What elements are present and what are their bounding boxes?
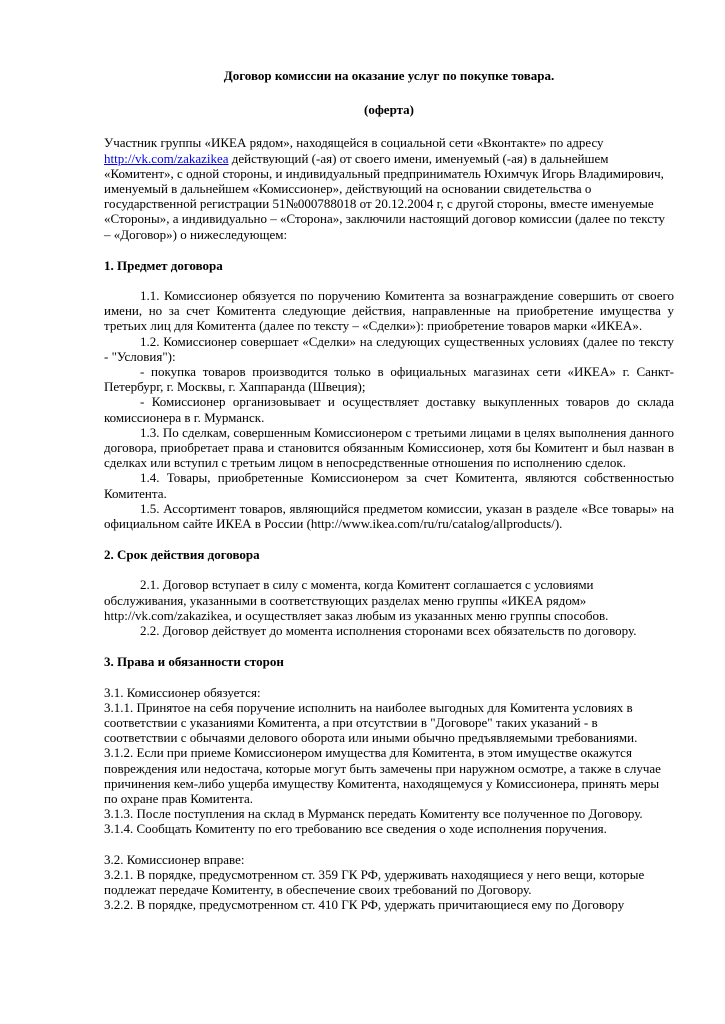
- clause-1-1: 1.1. Комиссионер обязуется по поручению Комитента за вознаграждение совершить от своего имени, но за счет Комитента следующие действия, направленные на приобретение имущества у третьих лиц для Комитента (далее по тексту – «Сделки»): приобретение товаров марки «ИКЕА».: [104, 288, 674, 334]
- intro-paragraph: [104, 135, 674, 241]
- clause-1-5: 1.5. Ассортимент товаров, являющийся предметом комиссии, указан в разделе «Все товары» на официальном сайте ИКЕА в России (http://www.ikea.com/ru/ru/catalog/allproducts/).: [104, 500, 674, 532]
- clause-1-2-item-b: - Комиссионер организовывает и осуществляет доставку выкупленных товаров до склада комиссионера в г. Мурманск.: [104, 394, 674, 425]
- section-2-heading: 2. Срок действия договора: [104, 547, 260, 563]
- paragraph-gap: [104, 837, 674, 852]
- vk-group-link[interactable]: http://vk.com/zakazikea: [104, 150, 229, 166]
- clause-3-1-4: 3.1.4. Сообщать Комитенту по его требованию все сведения о ходе исполнения поручения.: [104, 821, 607, 837]
- clause-1-3: 1.3. По сделкам, совершенным Комиссионером с третьими лицами в целях выполнения данного договора, приобретает права и становится обязанным Комиссионер, хотя бы Комитент и был назван в сделках или вступил с третьим лицом в непосредственные отношения по исполнению сделок.: [104, 424, 674, 471]
- clause-1-2: 1.2. Комиссионер совершает «Сделки» на следующих существенных условиях (далее по тексту - "Условия"):: [104, 333, 674, 364]
- clause-3-1: 3.1. Комиссионер обязуется:: [104, 684, 261, 700]
- intro-text-before: Участник группы «ИКЕА рядом», находящейся в социальной сети «Вконтакте» по адресу: [104, 135, 604, 151]
- clause-3-2-1: 3.2.1. В порядке, предусмотренном ст. 359 ГК РФ, удерживать находящиеся у него вещи, которые подлежат передаче Комитенту, в обеспечение своих требований по Договору.: [104, 866, 645, 897]
- clause-3-1-2: 3.1.2. Если при приеме Комиссионером имущества для Комитента, в этом имуществе окажутся повреждения или недостача, которые могут быть замечены при наружном осмотре, а также в случае причинения кем-либо ущерба имуществу Комитента, находящемуся у Комиссионера, принять меры по охране прав Комитента.: [104, 745, 661, 806]
- document-title: Договор комиссии на оказание услуг по покупке товара.: [223, 68, 555, 83]
- document-page: [104, 68, 674, 912]
- clause-1-2-item-a: - покупка товаров производится только в официальных магазинах сети «ИКЕА» г. Санкт-Петербург, г. Москвы, г. Хаппаранда (Швеция);: [104, 364, 674, 395]
- clause-2-1: 2.1. Договор вступает в силу с момента, когда Комитент соглашается с условиями обслуживания, указанными в соответствующих разделах меню группы «ИКЕА рядом» http://vk.com/zakazikea, и осуществляет заказ любым из указанных меню группы способов.: [104, 577, 609, 623]
- section-1-heading: 1. Предмет договора: [104, 257, 223, 273]
- clause-3-2-2: 3.2.2. В порядке, предусмотренном ст. 410 ГК РФ, удержать причитающиеся ему по Договору: [104, 897, 625, 913]
- clause-3-1-1: 3.1.1. Принятое на себя поручение исполнить на наиболее выгодных для Комитента условиях в соответствии с указаниями Комитента, а при отсутствии в "Договоре" таких указаний - в соответствии с обычаями делового оборота или иными обычно предъявляемыми требованиями.: [104, 699, 638, 746]
- clause-2-2: 2.2. Договор действует до момента исполнения сторонами всех обязательств по договору.: [140, 623, 637, 639]
- section-3-heading: 3. Права и обязанности сторон: [104, 654, 284, 670]
- clause-3-1-3: 3.1.3. После поступления на склад в Мурманск передать Комитенту все полученное по Договору.: [104, 806, 643, 822]
- document-subtitle: (оферта): [363, 102, 415, 118]
- clause-1-4: 1.4. Товары, приобретенные Комиссионером за счет Комитента, являются собственностью Комитента.: [104, 470, 674, 501]
- intro-text-after: действующий (-ая) от своего имени, именуемый (-ая) в дальнейшем «Комитент», с одной стороны, и индивидуальный предприниматель Юхимчук Игорь Владимирович, именуемый в дальнейшем «Комиссионер», действующий на основании свидетельства о государственной регистрации 51№000788018 от 20.12.2004 г, с другой стороны, вместе именуемые «Стороны», а индивидуально – «Сторона», заключили настоящий договор комиссии (далее по тексту – «Договор») о нижеследующем:: [104, 150, 666, 242]
- clause-3-2: 3.2. Комиссионер вправе:: [104, 851, 245, 867]
